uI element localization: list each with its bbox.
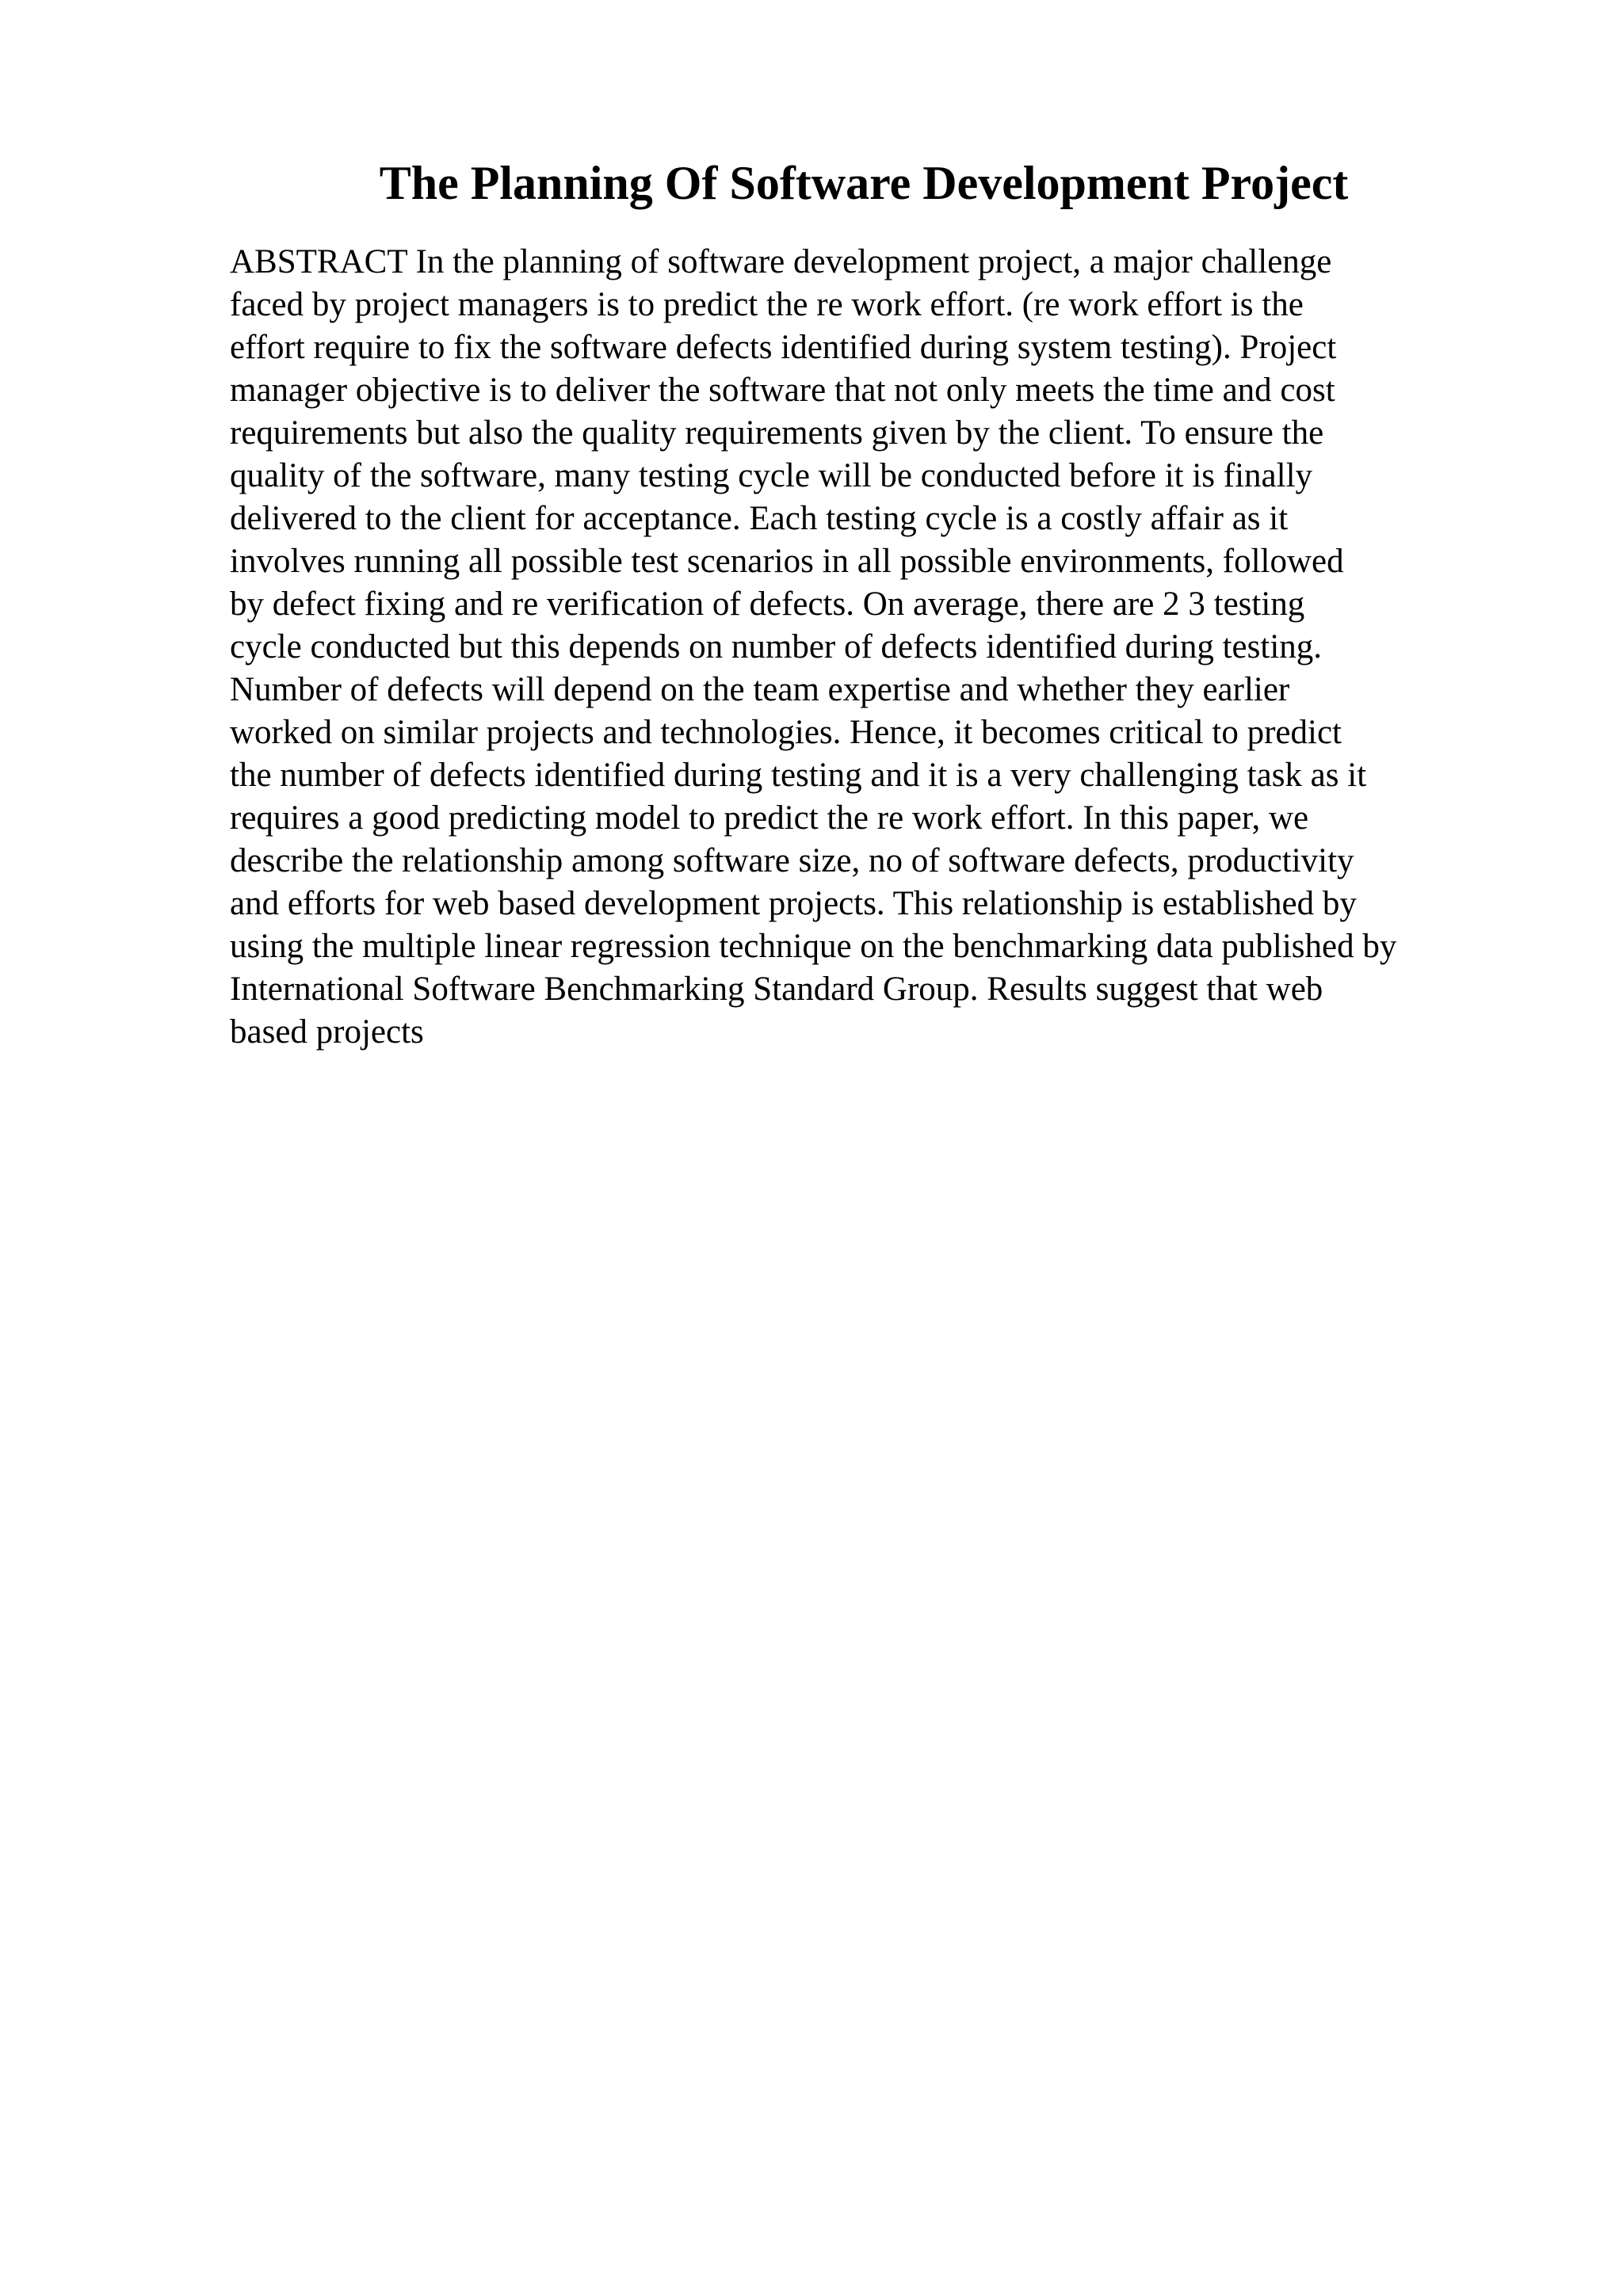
abstract-line: by defect fixing and re verification of defects. On average, there are 2 3 testing	[230, 585, 1305, 623]
abstract-line: manager objective is to deliver the software that not only meets the time and cost	[230, 372, 1335, 409]
abstract-line: quality of the software, many testing cycle will be conducted before it is finally	[230, 457, 1313, 494]
abstract-line: based projects	[230, 1013, 424, 1051]
abstract-line: using the multiple linear regression technique on the benchmarking data published by	[230, 928, 1397, 965]
abstract-line: delivered to the client for acceptance. Each testing cycle is a costly affair as it	[230, 500, 1289, 537]
abstract-line: describe the relationship among software size, no of software defects, productivity	[230, 842, 1354, 879]
abstract-line: International Software Benchmarking Standard Group. Results suggest that web	[230, 971, 1323, 1008]
abstract-line: ABSTRACT In the planning of software development project, a major challenge	[230, 243, 1332, 280]
abstract-line: cycle conducted but this depends on number of defects identified during testing.	[230, 628, 1323, 666]
abstract-line: faced by project managers is to predict the re work effort. (re work effort is the	[230, 286, 1304, 323]
abstract-line: requirements but also the quality requirements given by the client. To ensure the	[230, 414, 1324, 452]
abstract-line: the number of defects identified during testing and it is a very challenging task as it	[230, 757, 1367, 794]
abstract-line: Number of defects will depend on the team expertise and whether they earlier	[230, 671, 1290, 708]
abstract-line: involves running all possible test scenarios in all possible environments, followed	[230, 543, 1344, 580]
abstract-line: and efforts for web based development projects. This relationship is established by	[230, 885, 1357, 922]
abstract-paragraph	[230, 241, 1396, 1054]
document-title: The Planning Of Software Development Project	[379, 157, 1349, 209]
abstract-line: requires a good predicting model to predict the re work effort. In this paper, we	[230, 799, 1309, 837]
abstract-line: effort require to fix the software defects identified during system testing). Project	[230, 329, 1337, 366]
abstract-line: worked on similar projects and technologies. Hence, it becomes critical to predict	[230, 714, 1342, 751]
